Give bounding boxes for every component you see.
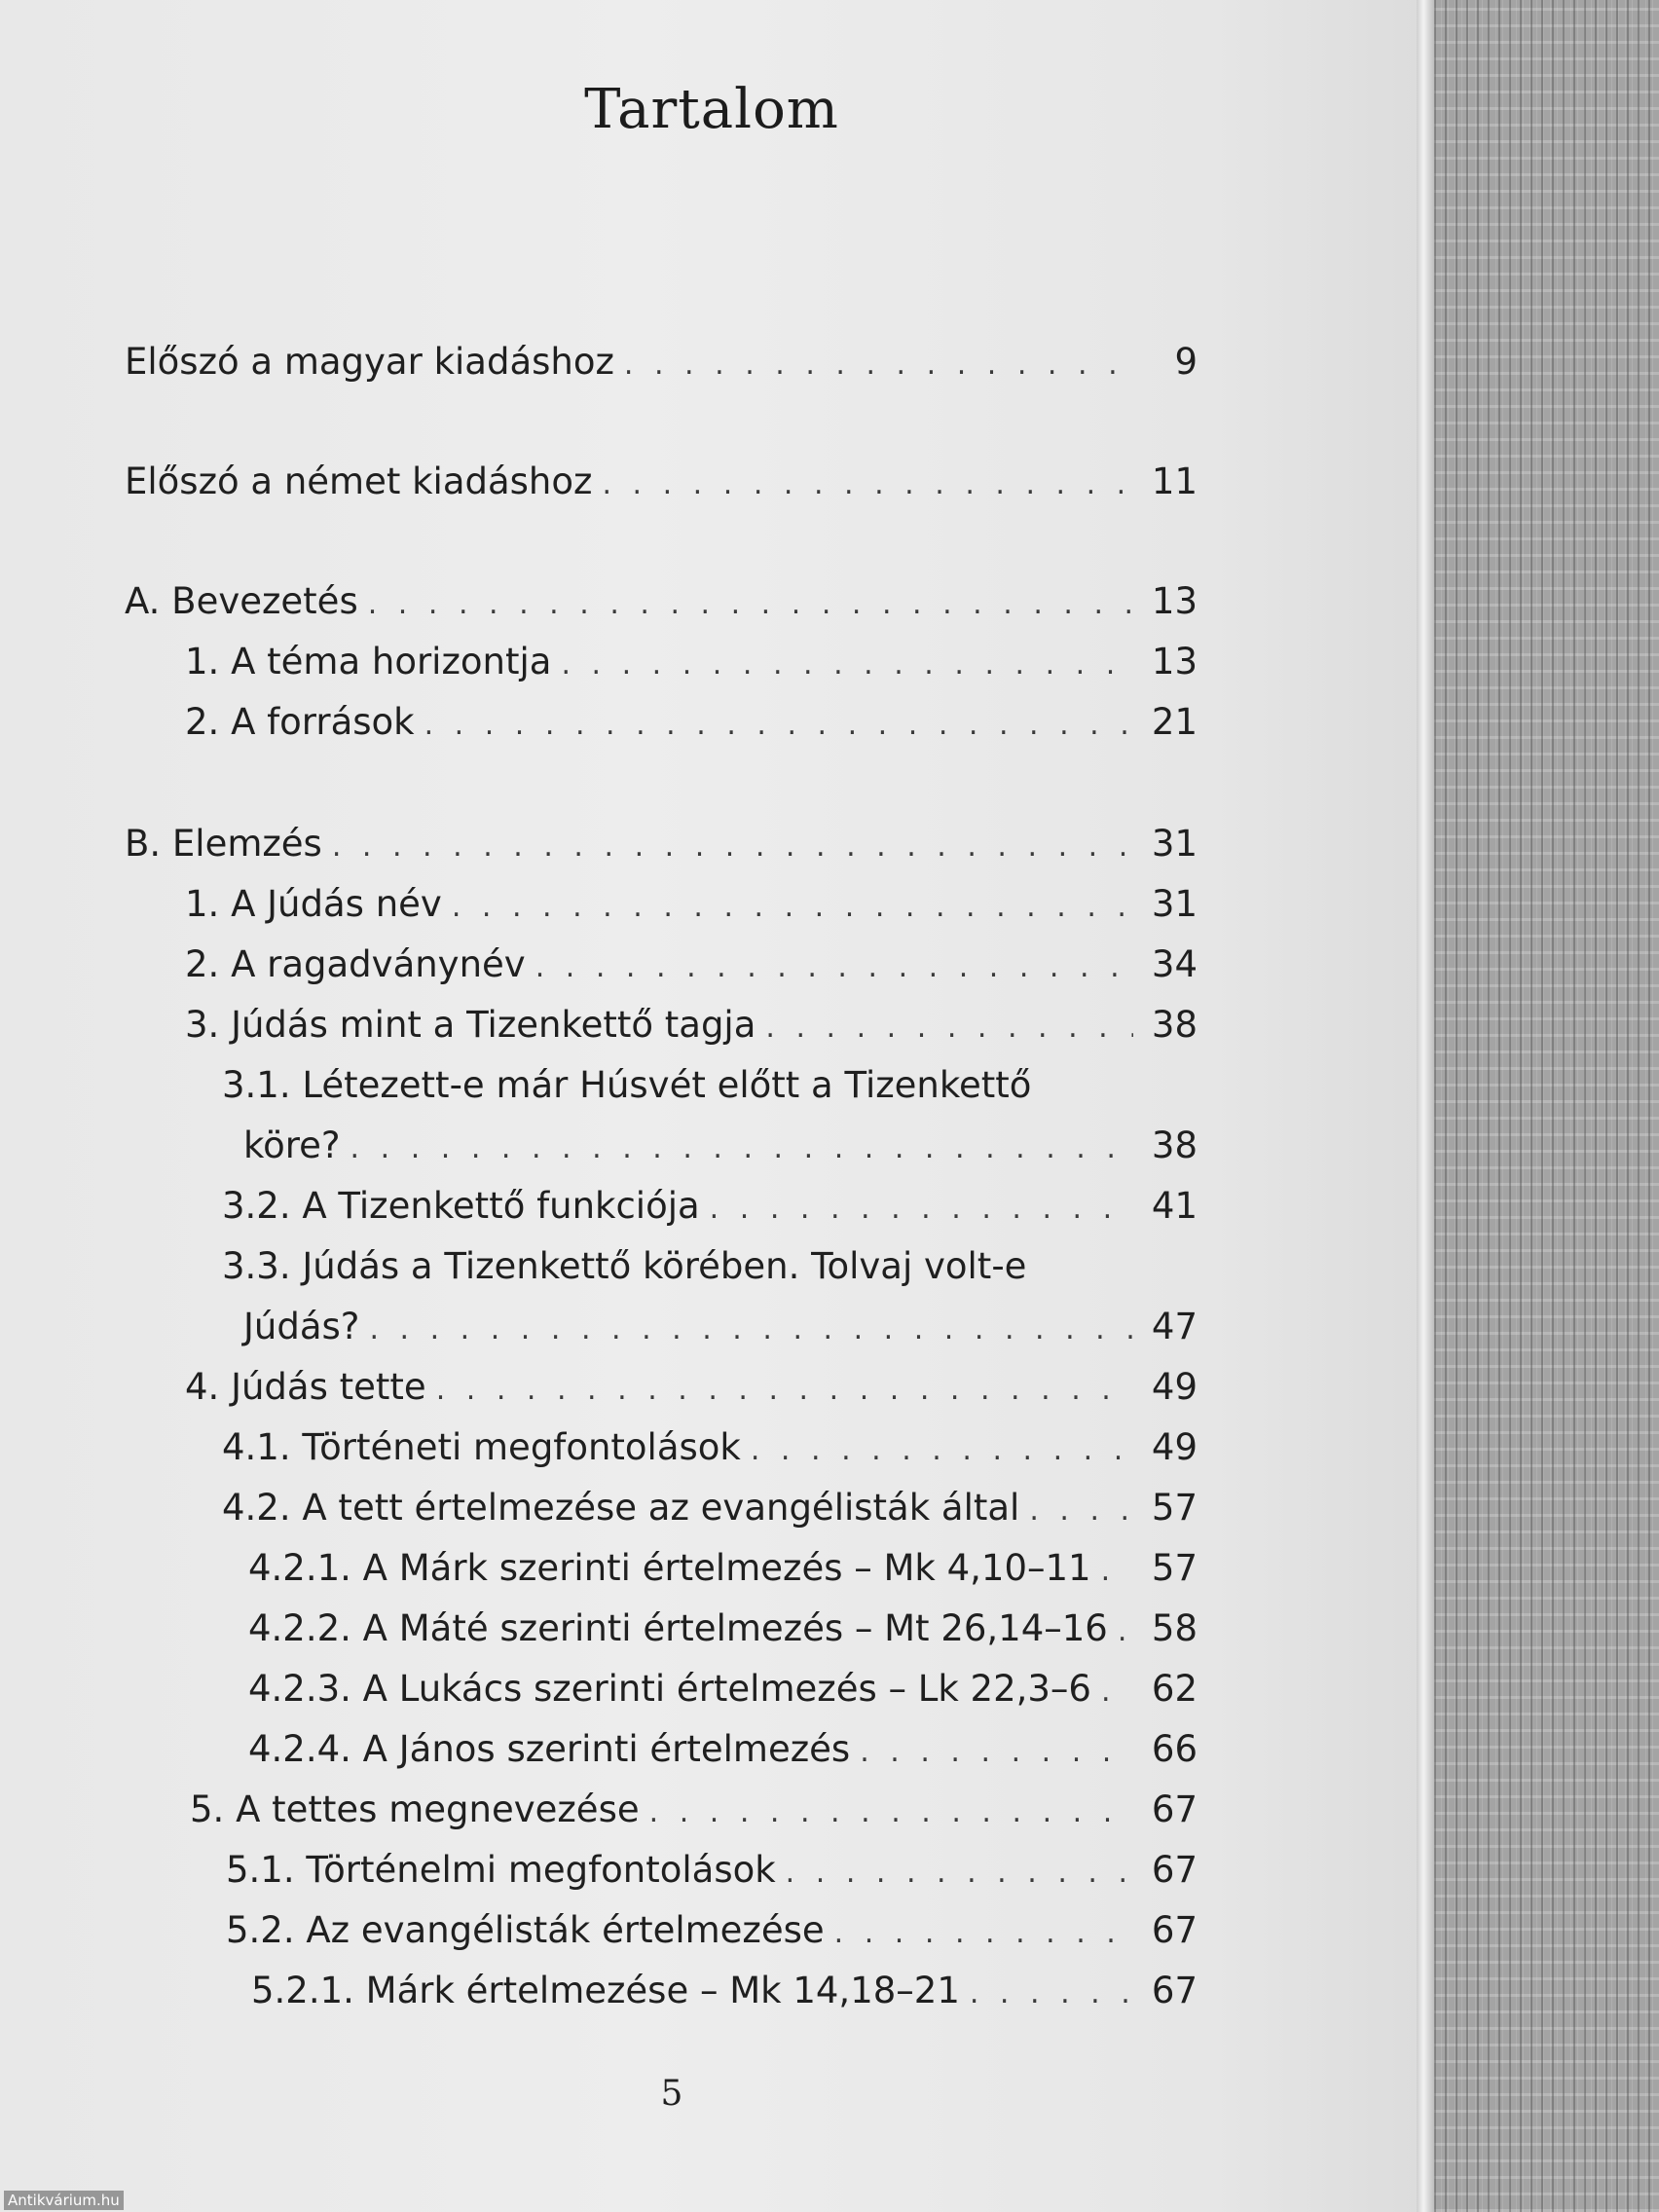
toc-entry-page: 67 xyxy=(1151,1849,1198,1891)
dot-leader xyxy=(765,1011,1133,1045)
toc-entry-page: 31 xyxy=(1151,883,1198,925)
dot-leader xyxy=(786,1856,1133,1890)
toc-entry-label: 3.1. Létezett-e már Húsvét előtt a Tizenkettő xyxy=(222,1064,1032,1106)
toc-entry xyxy=(185,641,1198,695)
toc-entry-page: 38 xyxy=(1151,1004,1198,1046)
dot-leader xyxy=(970,1976,1133,2010)
toc-entry-label: 4.2. A tett értelmezése az evangélisták által xyxy=(222,1487,1020,1529)
toc-entry xyxy=(125,823,1198,877)
toc-entry-page: 21 xyxy=(1151,701,1198,743)
toc-entry-label: 5. A tettes megnevezése xyxy=(190,1788,640,1830)
dot-leader xyxy=(624,348,1133,382)
toc-entry xyxy=(248,1728,1198,1783)
toc-entry-label: Előszó a német kiadáshoz xyxy=(125,461,593,502)
dot-leader xyxy=(1118,1614,1133,1648)
dot-leader xyxy=(751,1433,1133,1467)
dot-leader xyxy=(710,1192,1133,1226)
dot-leader xyxy=(649,1795,1133,1829)
toc-entry xyxy=(222,1185,1198,1239)
toc-entry-page: 67 xyxy=(1151,1970,1198,2011)
toc-entry xyxy=(251,1970,1198,2024)
toc-entry-label: 3.2. A Tizenkettő funkciója xyxy=(222,1185,700,1227)
page-number: 5 xyxy=(660,2074,683,2114)
toc-entry xyxy=(248,1668,1198,1722)
dot-leader xyxy=(368,587,1133,621)
toc-entry xyxy=(185,1366,1198,1420)
dot-leader xyxy=(332,830,1133,864)
toc-entry-label: 4.1. Történeti megfontolások xyxy=(222,1426,741,1468)
toc-entry-page: 13 xyxy=(1151,641,1198,682)
dot-leader xyxy=(350,1131,1133,1165)
toc-entry-page: 57 xyxy=(1151,1547,1198,1589)
toc-entry-page: 67 xyxy=(1151,1788,1198,1830)
dot-leader xyxy=(424,708,1133,742)
toc-entry-label: 2. A források xyxy=(185,701,415,743)
toc-entry-page: 62 xyxy=(1151,1668,1198,1710)
toc-entry-page: 13 xyxy=(1151,580,1198,622)
toc-entry-label: 4.2.1. A Márk szerinti értelmezés – Mk 4,10–11 xyxy=(248,1547,1091,1589)
toc-entry xyxy=(248,1547,1198,1602)
toc-entry xyxy=(185,883,1198,938)
toc-entry xyxy=(243,1124,1198,1179)
toc-entry-label: 3.3. Júdás a Tizenkettő körében. Tolvaj volt-e xyxy=(222,1245,1027,1287)
dot-leader xyxy=(436,1373,1133,1407)
watermark: Antikvárium.hu xyxy=(4,2191,124,2210)
toc-entry-label: 5.2.1. Márk értelmezése – Mk 14,18–21 xyxy=(251,1970,960,2011)
dot-leader xyxy=(860,1735,1133,1769)
toc-entry-label: 1. A Júdás név xyxy=(185,883,442,925)
dot-leader xyxy=(834,1916,1133,1950)
toc-entry-label: 1. A téma horizontja xyxy=(185,641,552,682)
toc-entry-label: 2. A ragadványnév xyxy=(185,943,526,985)
dot-leader xyxy=(452,890,1133,924)
toc-entry xyxy=(185,943,1198,998)
toc-entry-page: 49 xyxy=(1151,1426,1198,1468)
toc-entry-page: 38 xyxy=(1151,1124,1198,1166)
dot-leader xyxy=(369,1312,1133,1346)
toc-entry-label: 3. Júdás mint a Tizenkettő tagja xyxy=(185,1004,756,1046)
toc-entry-label: 5.1. Történelmi megfontolások xyxy=(226,1849,776,1891)
toc-entry-page: 66 xyxy=(1151,1728,1198,1770)
toc-entry-label: 4.2.2. A Máté szerinti értelmezés – Mt 26,14–16 xyxy=(248,1607,1108,1649)
toc-entry-label: A. Bevezetés xyxy=(125,580,358,622)
toc-entry xyxy=(222,1245,1198,1300)
toc-entry-label: 4.2.3. A Lukács szerinti értelmezés – Lk 22,3–6 xyxy=(248,1668,1091,1710)
toc-entry-page: 9 xyxy=(1174,341,1198,383)
toc-entry-label: Júdás? xyxy=(243,1306,360,1347)
toc-entry-label: köre? xyxy=(243,1124,341,1166)
dot-leader xyxy=(535,950,1133,984)
dot-leader xyxy=(602,467,1133,501)
toc-entry-page: 11 xyxy=(1151,461,1198,502)
dot-leader xyxy=(1101,1554,1133,1588)
toc-entry xyxy=(226,1909,1198,1964)
toc-entry-page: 41 xyxy=(1151,1185,1198,1227)
page-edge xyxy=(1417,0,1434,2212)
page-title: Tartalom xyxy=(584,78,839,141)
toc-entry-label: 4.2.4. A János szerinti értelmezés xyxy=(248,1728,851,1770)
toc-entry xyxy=(248,1607,1198,1662)
toc-entry xyxy=(222,1064,1198,1119)
dot-leader xyxy=(1101,1675,1133,1709)
toc-entry xyxy=(222,1426,1198,1481)
dot-leader xyxy=(1029,1493,1133,1528)
fabric-background xyxy=(1434,0,1659,2212)
toc-entry-label: 4. Júdás tette xyxy=(185,1366,426,1408)
toc-entry-label: B. Elemzés xyxy=(125,823,322,865)
toc-entry xyxy=(222,1487,1198,1541)
toc-entry xyxy=(226,1849,1198,1903)
toc-entry xyxy=(125,580,1198,635)
toc-entry-page: 34 xyxy=(1151,943,1198,985)
toc-entry xyxy=(190,1788,1198,1843)
toc-entry xyxy=(185,701,1198,756)
toc-entry-page: 49 xyxy=(1151,1366,1198,1408)
dot-leader xyxy=(561,647,1133,682)
toc-entry-page: 67 xyxy=(1151,1909,1198,1951)
toc-entry-label: Előszó a magyar kiadáshoz xyxy=(125,341,614,383)
toc-entry-page: 58 xyxy=(1151,1607,1198,1649)
toc-entry-page: 47 xyxy=(1151,1306,1198,1347)
toc-entry xyxy=(243,1306,1198,1360)
toc-entry xyxy=(185,1004,1198,1058)
toc-entry xyxy=(125,461,1198,515)
toc-entry-page: 31 xyxy=(1151,823,1198,865)
toc-entry-page: 57 xyxy=(1151,1487,1198,1529)
toc-entry-label: 5.2. Az evangélisták értelmezése xyxy=(226,1909,825,1951)
toc-entry xyxy=(125,341,1198,395)
